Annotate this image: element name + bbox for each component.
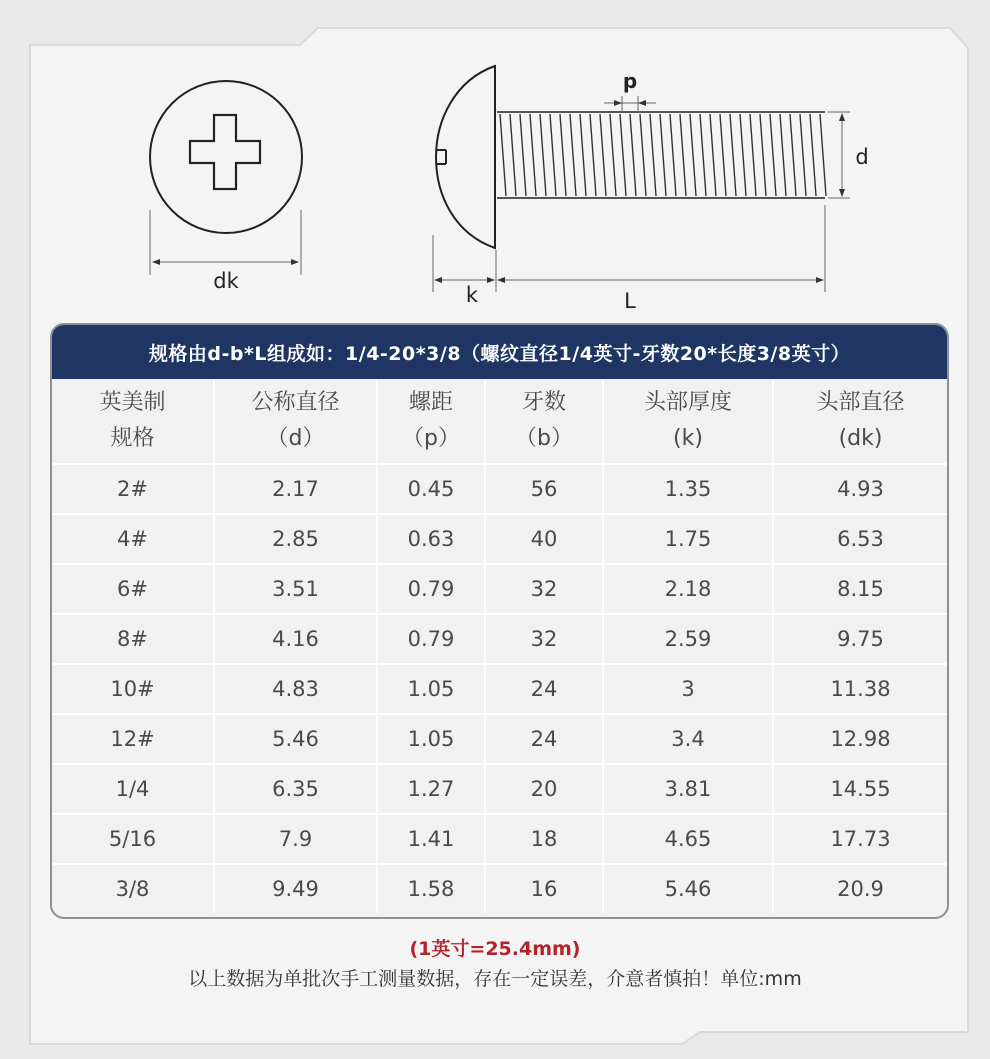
cell-head-thickness: 4.65 bbox=[604, 815, 774, 865]
table-grid bbox=[52, 379, 947, 913]
cell-head-thickness: 3.81 bbox=[604, 765, 774, 815]
cell-diameter: 2.85 bbox=[215, 515, 378, 565]
thread-line bbox=[610, 114, 616, 196]
cell-diameter: 4.16 bbox=[215, 615, 378, 665]
thread-line bbox=[690, 114, 696, 196]
header-line: (k) bbox=[673, 426, 703, 451]
d-label: d bbox=[855, 145, 869, 169]
cell-pitch: 1.41 bbox=[378, 815, 486, 865]
thread-line bbox=[590, 114, 596, 196]
thread-line bbox=[520, 114, 526, 196]
cell-threads: 40 bbox=[486, 515, 604, 565]
cell-head-diameter: 14.55 bbox=[774, 765, 947, 815]
cell-spec: 2# bbox=[52, 465, 215, 515]
screw-side-view bbox=[433, 66, 850, 292]
cell-pitch: 1.05 bbox=[378, 665, 486, 715]
thread-line bbox=[620, 114, 626, 196]
header-line: （b） bbox=[515, 426, 573, 451]
spec-table bbox=[50, 323, 949, 919]
header-diameter bbox=[215, 379, 378, 465]
thread-line bbox=[720, 114, 726, 196]
thread-line bbox=[530, 114, 536, 196]
cell-pitch: 1.58 bbox=[378, 865, 486, 913]
cell-diameter: 3.51 bbox=[215, 565, 378, 615]
cell-spec: 1/4 bbox=[52, 765, 215, 815]
cell-threads: 32 bbox=[486, 615, 604, 665]
thread-line bbox=[540, 114, 546, 196]
screw-head-top-view bbox=[150, 81, 302, 275]
cell-threads: 16 bbox=[486, 865, 604, 913]
cell-head-diameter: 6.53 bbox=[774, 515, 947, 565]
thread-line bbox=[730, 114, 736, 196]
thread-line bbox=[660, 114, 666, 196]
thread-line bbox=[580, 114, 586, 196]
cell-head-diameter: 20.9 bbox=[837, 877, 884, 901]
screw-diagram bbox=[0, 0, 990, 320]
thread-line bbox=[760, 114, 766, 196]
cell-head-thickness: 3.4 bbox=[604, 715, 774, 765]
header-threads bbox=[486, 379, 604, 465]
cell-spec: 8# bbox=[52, 615, 215, 665]
header-head-thickness bbox=[604, 379, 774, 465]
thread-line bbox=[770, 114, 776, 196]
conversion-note: (1英寸=25.4mm) bbox=[409, 938, 581, 960]
header-line: （d） bbox=[266, 426, 325, 451]
cell-pitch: 1.05 bbox=[378, 715, 486, 765]
thread-line bbox=[780, 114, 786, 196]
cell-head-thickness: 2.18 bbox=[604, 565, 774, 615]
header-line: (dk) bbox=[838, 426, 883, 451]
thread-line bbox=[820, 114, 826, 196]
cell-pitch: 1.27 bbox=[378, 765, 486, 815]
cell-spec: 4# bbox=[52, 515, 215, 565]
thread-line bbox=[510, 114, 516, 196]
cell-head-diameter: 11.38 bbox=[774, 665, 947, 715]
disclaimer-note: 以上数据为单批次手工测量数据，存在一定误差，介意者慎拍！单位:mm bbox=[188, 968, 802, 990]
cell-diameter: 6.35 bbox=[215, 765, 378, 815]
cell-threads: 56 bbox=[486, 465, 604, 515]
thread-line bbox=[550, 114, 556, 196]
thread-line bbox=[750, 114, 756, 196]
cell-pitch: 0.45 bbox=[378, 465, 486, 515]
cell-head-diameter: 12.98 bbox=[774, 715, 947, 765]
cell-head-thickness: 3 bbox=[604, 665, 774, 715]
cell-pitch: 0.79 bbox=[378, 565, 486, 615]
cell-head-thickness: 1.35 bbox=[604, 465, 774, 515]
thread-line bbox=[600, 114, 606, 196]
cell-head-diameter: 17.73 bbox=[774, 815, 947, 865]
cell-head-diameter: 8.15 bbox=[774, 565, 947, 615]
cell-spec: 10# bbox=[52, 665, 215, 715]
cell-spec: 6# bbox=[52, 565, 215, 615]
cell-threads: 18 bbox=[486, 815, 604, 865]
thread-line bbox=[500, 114, 506, 196]
header-line: 头部直径 bbox=[816, 390, 905, 415]
dk-label: dk bbox=[213, 269, 239, 293]
header-line: 英美制 bbox=[99, 390, 166, 415]
cell-threads: 32 bbox=[486, 565, 604, 615]
cell-threads: 20 bbox=[486, 765, 604, 815]
cell-head-thickness: 1.75 bbox=[604, 515, 774, 565]
cell-pitch: 0.79 bbox=[378, 615, 486, 665]
cell-diameter: 7.9 bbox=[215, 815, 378, 865]
thread-line bbox=[630, 114, 636, 196]
header-head-diameter bbox=[774, 379, 947, 465]
thread-line bbox=[800, 114, 806, 196]
k-label: k bbox=[465, 283, 479, 307]
cell-spec: 3/8 bbox=[52, 865, 215, 913]
thread-line bbox=[810, 114, 816, 196]
thread-line bbox=[710, 114, 716, 196]
cell-threads: 24 bbox=[486, 665, 604, 715]
header-spec bbox=[52, 379, 215, 465]
cell-diameter: 4.83 bbox=[215, 665, 378, 715]
thread-line bbox=[790, 114, 796, 196]
p-label: p bbox=[622, 69, 638, 93]
header-line: 头部厚度 bbox=[643, 390, 732, 415]
cell-head-diameter: 9.75 bbox=[774, 615, 947, 665]
header-line: 公称直径 bbox=[251, 390, 340, 415]
thread-line bbox=[650, 114, 656, 196]
header-line: 牙数 bbox=[521, 390, 566, 415]
thread-line bbox=[560, 114, 566, 196]
thread-line bbox=[670, 114, 676, 196]
cell-threads: 24 bbox=[486, 715, 604, 765]
header-line: 螺距 bbox=[408, 390, 453, 415]
thread-line bbox=[700, 114, 706, 196]
header-line: 规格 bbox=[110, 426, 155, 451]
thread-line bbox=[570, 114, 576, 196]
cell-pitch: 0.63 bbox=[378, 515, 486, 565]
cell-head-thickness: 5.46 bbox=[604, 865, 774, 913]
L-label: L bbox=[624, 289, 636, 313]
cell-diameter: 9.49 bbox=[215, 865, 378, 913]
header-pitch bbox=[378, 379, 486, 465]
cell-head-diameter: 4.93 bbox=[774, 465, 947, 515]
thread-line bbox=[640, 114, 646, 196]
header-line: （p） bbox=[402, 426, 460, 451]
cell-spec: 5/16 bbox=[52, 815, 215, 865]
thread-line bbox=[740, 114, 746, 196]
cell-head-thickness: 2.59 bbox=[604, 615, 774, 665]
cell-diameter: 2.17 bbox=[215, 465, 378, 515]
thread-line bbox=[680, 114, 686, 196]
table-title: 规格由d-b*L组成如：1/4-20*3/8（螺纹直径1/4英寸-牙数20*长度3/8英寸） bbox=[52, 325, 947, 379]
cell-spec: 12# bbox=[52, 715, 215, 765]
cell-diameter: 5.46 bbox=[215, 715, 378, 765]
